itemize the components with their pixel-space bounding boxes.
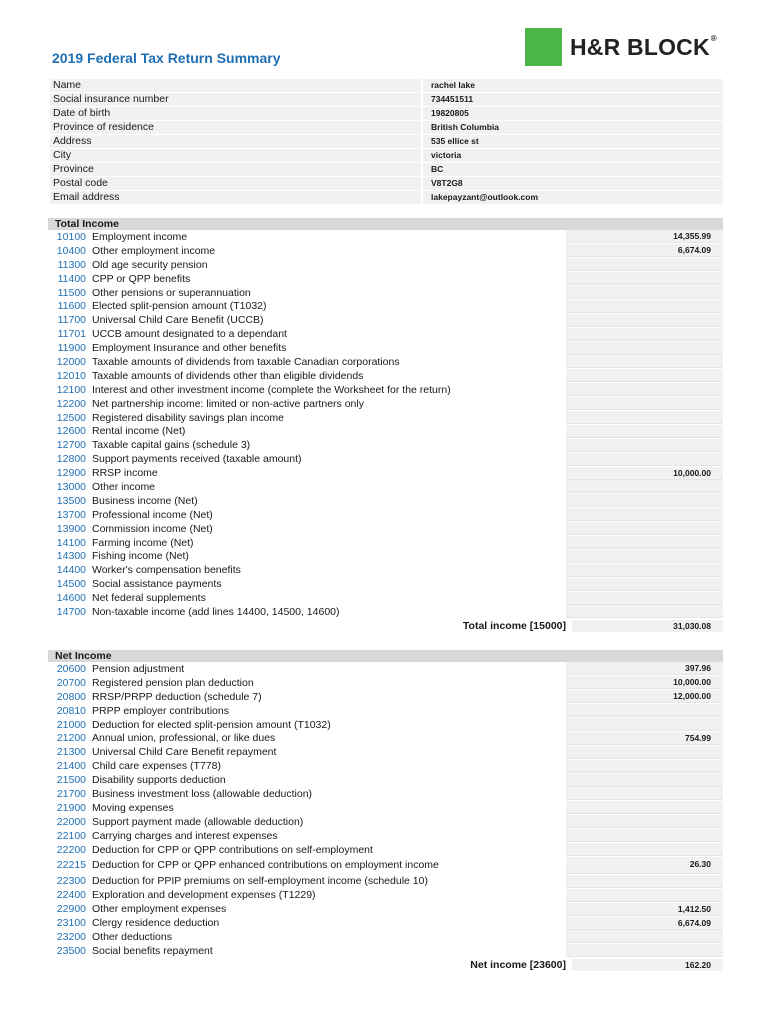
- line-item-row: [46, 843, 723, 857]
- info-value: 734451511: [423, 93, 723, 106]
- line-description: Elected split-pension amount (T1032): [92, 300, 267, 313]
- page-title: 2019 Federal Tax Return Summary: [52, 50, 281, 66]
- line-description: Support payments received (taxable amount): [92, 453, 302, 466]
- line-code: 12500: [56, 411, 86, 424]
- line-amount: [566, 774, 723, 787]
- total-amount: 162.20: [572, 959, 723, 971]
- line-code: 11500: [57, 286, 86, 299]
- line-description: Moving expenses: [92, 801, 174, 814]
- personal-info-table: [50, 78, 723, 204]
- line-item-row: [46, 397, 723, 411]
- line-item-row: [46, 745, 723, 759]
- logo-wordmark: H&R BLOCK®: [570, 33, 717, 60]
- line-code: 11900: [57, 342, 86, 355]
- line-description: Old age security pension: [92, 258, 208, 271]
- total-income-section: [46, 218, 723, 633]
- line-item-row: [46, 522, 723, 536]
- line-code: 10400: [56, 244, 86, 257]
- line-amount: [566, 494, 723, 507]
- line-description: Pension adjustment: [92, 662, 185, 675]
- info-value: V8T2G8: [423, 177, 723, 190]
- info-label: Province: [50, 163, 421, 176]
- total-label: Net income [23600]: [470, 958, 566, 971]
- line-amount: [566, 383, 723, 396]
- line-description: Social benefits repayment: [92, 944, 213, 957]
- line-item-row: [46, 369, 723, 383]
- info-label: Date of birth: [50, 107, 421, 120]
- line-item-row: [46, 718, 723, 732]
- info-value: BC: [423, 163, 723, 176]
- line-item-row: [46, 494, 723, 508]
- line-item-row: [46, 286, 723, 300]
- line-code: 12600: [56, 425, 86, 438]
- line-description: Deduction for CPP or QPP contributions on self-employment: [92, 843, 373, 856]
- line-amount: 6,674.09: [566, 917, 723, 930]
- total-label: Total income [15000]: [462, 619, 566, 632]
- line-description: Child care expenses (T778): [92, 760, 221, 773]
- line-item-row: [46, 801, 723, 815]
- line-amount: [566, 718, 723, 731]
- line-description: Registered disability savings plan income: [92, 411, 285, 424]
- info-row: [50, 92, 723, 106]
- line-code: 21900: [56, 801, 86, 814]
- line-code: 13000: [56, 480, 86, 493]
- line-amount: [566, 801, 723, 814]
- line-amount: [566, 564, 723, 577]
- line-code: 21400: [56, 760, 86, 773]
- line-description: Social assistance payments: [92, 578, 222, 591]
- line-code: 20700: [56, 676, 86, 689]
- info-label: Postal code: [50, 177, 421, 190]
- line-description: Farming income (Net): [92, 536, 194, 549]
- line-code: 11400: [57, 272, 86, 285]
- line-description: Other income: [92, 480, 156, 493]
- total-amount: 31,030.08: [572, 620, 723, 632]
- info-row: [50, 176, 723, 190]
- line-code: 14400: [56, 564, 86, 577]
- line-item-row: [46, 577, 723, 591]
- line-description: PRPP employer contributions: [92, 704, 229, 717]
- line-amount: [566, 300, 723, 313]
- line-amount: [566, 704, 723, 717]
- line-amount: [566, 355, 723, 368]
- line-amount: [566, 578, 723, 591]
- info-row: [50, 134, 723, 148]
- line-code: 12010: [56, 369, 86, 382]
- info-row: [50, 78, 723, 92]
- line-description: Fishing income (Net): [92, 550, 189, 563]
- line-item-row: [46, 508, 723, 522]
- line-description: Taxable amounts of dividends other than eligible dividends: [92, 369, 364, 382]
- line-amount: 12,000.00: [566, 690, 723, 703]
- line-code: 10100: [56, 230, 86, 243]
- line-description: RRSP income: [92, 467, 158, 480]
- line-description: Interest and other investment income (complete the Worksheet for the return): [92, 383, 451, 396]
- info-value: British Columbia: [423, 121, 723, 134]
- info-label: Name: [50, 79, 421, 92]
- line-amount: [566, 508, 723, 521]
- line-description: Business income (Net): [92, 494, 198, 507]
- line-code: 21700: [56, 787, 86, 800]
- line-description: Support payment made (allowable deduction): [92, 815, 304, 828]
- line-description: Registered pension plan deduction: [92, 676, 254, 689]
- line-description: Disability supports deduction: [92, 774, 226, 787]
- line-amount: 397.96: [566, 662, 723, 675]
- line-item-row: [46, 731, 723, 745]
- line-item-row: [46, 299, 723, 313]
- line-item-row: [46, 480, 723, 494]
- line-item-row: [46, 327, 723, 341]
- line-item-row: [46, 944, 723, 958]
- line-code: 12000: [56, 355, 86, 368]
- net-income-section: [46, 650, 723, 972]
- info-value: lakepayzant@outlook.com: [423, 191, 723, 204]
- line-description: Professional income (Net): [92, 508, 213, 521]
- line-description: Rental income (Net): [92, 425, 186, 438]
- line-amount: [566, 592, 723, 605]
- line-description: Deduction for CPP or QPP enhanced contributions on employment income: [92, 859, 439, 872]
- line-item-row: [46, 930, 723, 944]
- info-row: [50, 106, 723, 120]
- line-code: 13700: [56, 508, 86, 521]
- line-item-row: [46, 773, 723, 787]
- line-description: UCCB amount designated to a dependant: [92, 328, 287, 341]
- line-code: 11701: [57, 328, 86, 341]
- line-code: 12200: [56, 397, 86, 410]
- line-description: Taxable capital gains (schedule 3): [92, 439, 251, 452]
- line-item-row: [46, 313, 723, 327]
- line-code: 23200: [56, 930, 86, 943]
- line-item-row: [46, 662, 723, 676]
- line-amount: [566, 439, 723, 452]
- line-amount: [566, 369, 723, 382]
- line-amount: [566, 328, 723, 341]
- line-amount: [566, 453, 723, 466]
- line-item-row: [46, 704, 723, 718]
- line-description: Clergy residence deduction: [92, 917, 220, 930]
- line-description: Employment income: [92, 230, 188, 243]
- line-item-row: [46, 829, 723, 843]
- line-description: Universal Child Care Benefit repayment: [92, 746, 277, 759]
- line-amount: [566, 889, 723, 902]
- line-amount: [566, 480, 723, 493]
- line-item-row: [46, 787, 723, 801]
- line-item-row: [46, 272, 723, 286]
- line-description: Net federal supplements: [92, 592, 206, 605]
- line-code: 23100: [56, 917, 86, 930]
- line-amount: 6,674.09: [566, 244, 723, 257]
- line-amount: [566, 314, 723, 327]
- line-description: Deduction for PPIP premiums on self-employment income (schedule 10): [92, 875, 428, 888]
- line-amount: 26.30: [566, 857, 723, 874]
- info-label: Address: [50, 135, 421, 148]
- line-amount: [566, 258, 723, 271]
- line-item-row: [46, 466, 723, 480]
- line-item-row: [46, 355, 723, 369]
- line-amount: [566, 286, 723, 299]
- line-description: Carrying charges and interest expenses: [92, 829, 278, 842]
- info-value: rachel lake: [423, 79, 723, 92]
- line-code: 21300: [56, 746, 86, 759]
- line-amount: [566, 944, 723, 957]
- line-item-row: [46, 605, 723, 619]
- info-row: [50, 190, 723, 204]
- line-item-row: [46, 916, 723, 930]
- line-code: 12700: [56, 439, 86, 452]
- line-code: 14500: [56, 578, 86, 591]
- line-item-row: [46, 424, 723, 438]
- line-amount: [566, 272, 723, 285]
- line-code: 22900: [56, 903, 86, 916]
- info-value: 535 ellice st: [423, 135, 723, 148]
- line-item-row: [46, 815, 723, 829]
- line-code: 14700: [56, 605, 86, 618]
- line-description: Universal Child Care Benefit (UCCB): [92, 314, 264, 327]
- line-amount: [566, 536, 723, 549]
- line-description: Annual union, professional, or like dues: [92, 732, 276, 745]
- line-amount: 10,000.00: [566, 676, 723, 689]
- info-label: Email address: [50, 191, 421, 204]
- line-code: 21500: [56, 774, 86, 787]
- line-amount: [566, 605, 723, 618]
- line-description: Worker's compensation benefits: [92, 564, 241, 577]
- line-amount: 14,355.99: [566, 230, 723, 243]
- line-item-row: [46, 258, 723, 272]
- section-header: Total Income: [48, 218, 723, 230]
- line-amount: [566, 787, 723, 800]
- line-item-row: [46, 230, 723, 244]
- total-row: [46, 619, 723, 633]
- line-amount: [566, 425, 723, 438]
- line-description: Other employment income: [92, 244, 216, 257]
- info-label: City: [50, 149, 421, 162]
- info-row: [50, 120, 723, 134]
- line-item-row: [46, 383, 723, 397]
- line-description: Employment Insurance and other benefits: [92, 342, 287, 355]
- line-code: 14100: [56, 536, 86, 549]
- line-amount: 1,412.50: [566, 903, 723, 916]
- line-description: Commission income (Net): [92, 522, 213, 535]
- line-description: Other employment expenses: [92, 903, 227, 916]
- line-code: 21200: [56, 732, 86, 745]
- info-label: Province of residence: [50, 121, 421, 134]
- line-code: 22100: [56, 829, 86, 842]
- line-item-row: [46, 856, 723, 874]
- line-description: Other pensions or superannuation: [92, 286, 251, 299]
- line-code: 20600: [56, 662, 86, 675]
- line-amount: [566, 397, 723, 410]
- info-value: victoria: [423, 149, 723, 162]
- line-item-row: [46, 676, 723, 690]
- total-row: [46, 958, 723, 972]
- line-code: 12800: [56, 453, 86, 466]
- info-value: 19820805: [423, 107, 723, 120]
- info-row: [50, 162, 723, 176]
- line-description: Exploration and development expenses (T1229): [92, 889, 316, 902]
- line-amount: [566, 550, 723, 563]
- section-header: Net Income: [48, 650, 723, 662]
- line-description: Net partnership income: limited or non-active partners only: [92, 397, 364, 410]
- info-row: [50, 148, 723, 162]
- line-amount: 754.99: [566, 732, 723, 745]
- line-code: 22300: [56, 875, 86, 888]
- hr-block-logo: [525, 28, 717, 66]
- line-amount: [566, 930, 723, 943]
- line-code: 13500: [56, 494, 86, 507]
- line-item-row: [46, 438, 723, 452]
- line-item-row: [46, 244, 723, 258]
- line-item-row: [46, 549, 723, 563]
- line-item-row: [46, 759, 723, 773]
- line-amount: [566, 829, 723, 842]
- line-description: Other deductions: [92, 930, 172, 943]
- line-code: 23500: [56, 944, 86, 957]
- line-description: Taxable amounts of dividends from taxable Canadian corporations: [92, 355, 400, 368]
- line-amount: [566, 875, 723, 888]
- line-code: 21000: [56, 718, 86, 731]
- line-amount: [566, 411, 723, 424]
- line-amount: [566, 522, 723, 535]
- line-amount: 10,000.00: [566, 467, 723, 480]
- line-item-row: [46, 888, 723, 902]
- line-amount: [566, 746, 723, 759]
- line-item-row: [46, 874, 723, 888]
- line-code: 13900: [56, 522, 86, 535]
- line-item-row: [46, 411, 723, 425]
- line-description: CPP or QPP benefits: [92, 272, 191, 285]
- line-code: 12100: [56, 383, 86, 396]
- line-code: 11700: [57, 314, 86, 327]
- info-label: Social insurance number: [50, 93, 421, 106]
- line-description: Deduction for elected split-pension amount (T1032): [92, 718, 331, 731]
- line-code: 22200: [56, 843, 86, 856]
- line-code: 12900: [56, 467, 86, 480]
- line-amount: [566, 760, 723, 773]
- line-code: 20810: [56, 704, 86, 717]
- line-code: 14600: [56, 592, 86, 605]
- line-code: 11600: [57, 300, 86, 313]
- line-item-row: [46, 341, 723, 355]
- line-amount: [566, 815, 723, 828]
- line-code: 14300: [56, 550, 86, 563]
- line-description: RRSP/PRPP deduction (schedule 7): [92, 690, 262, 703]
- line-code: 11300: [57, 258, 86, 271]
- line-code: 20800: [56, 690, 86, 703]
- line-amount: [566, 342, 723, 355]
- line-item-row: [46, 563, 723, 577]
- line-item-row: [46, 902, 723, 916]
- line-description: Business investment loss (allowable deduction): [92, 787, 313, 800]
- line-item-row: [46, 452, 723, 466]
- line-amount: [566, 843, 723, 856]
- line-item-row: [46, 591, 723, 605]
- line-code: 22000: [56, 815, 86, 828]
- logo-green-square-icon: [525, 28, 562, 66]
- line-item-row: [46, 536, 723, 550]
- line-description: Non-taxable income (add lines 14400, 14500, 14600): [92, 605, 340, 618]
- line-code: 22400: [56, 889, 86, 902]
- line-item-row: [46, 690, 723, 704]
- line-code: 22215: [56, 859, 86, 872]
